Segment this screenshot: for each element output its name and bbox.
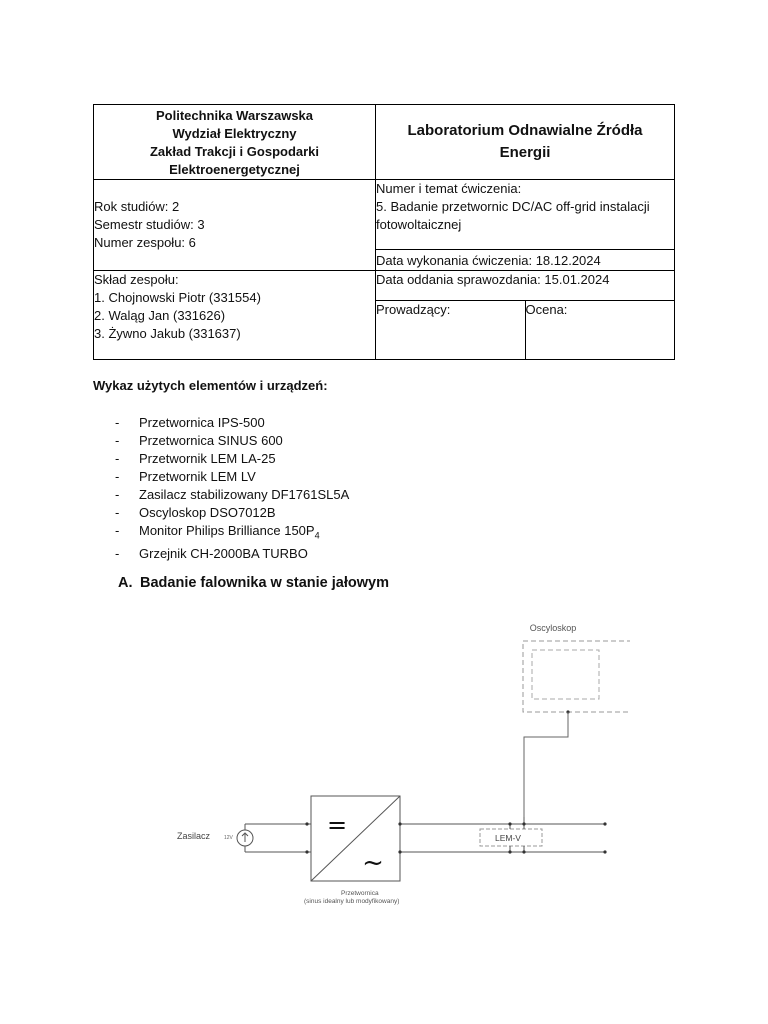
dc-symbol-icon: = bbox=[326, 811, 348, 839]
supervisor-label: Prowadzący: bbox=[376, 302, 451, 317]
date-submitted-cell bbox=[376, 271, 675, 301]
exercise-title-line: fotowoltaicznej bbox=[376, 217, 462, 232]
team-member: 1. Chojnowski Piotr (331554) bbox=[94, 290, 261, 305]
exercise-cell bbox=[376, 180, 675, 250]
exercise-label: Numer i temat ćwiczenia: bbox=[376, 181, 522, 196]
list-item: - Przetwornik LEM LA-25 bbox=[115, 451, 276, 466]
study-info-cell bbox=[94, 180, 376, 271]
list-item: - Zasilacz stabilizowany DF1761SL5A bbox=[115, 487, 350, 502]
date-done: Data wykonania ćwiczenia: 18.12.2024 bbox=[376, 253, 601, 268]
team-label: Skład zespołu: bbox=[94, 272, 179, 287]
supply-label: Zasilacz bbox=[177, 831, 211, 841]
section-a-title: Badanie falownika w stanie jałowym bbox=[140, 575, 389, 591]
oscilloscope-screen bbox=[532, 650, 599, 699]
exercise-title-line: 5. Badanie przetwornic DC/AC off-grid instalacji bbox=[376, 199, 650, 214]
probe-cable bbox=[524, 712, 568, 817]
converter-diagonal bbox=[311, 796, 400, 881]
institution-cell bbox=[94, 105, 376, 180]
team-number: Numer zespołu: 6 bbox=[94, 235, 196, 250]
supply-voltage: 12V bbox=[224, 835, 233, 841]
ac-symbol-icon: ~ bbox=[362, 848, 384, 878]
supervisor-cell bbox=[376, 301, 526, 360]
subscript: 4 bbox=[314, 530, 320, 541]
oscilloscope-box bbox=[523, 641, 630, 712]
list-item: - Grzejnik CH-2000BA TURBO bbox=[115, 545, 308, 561]
date-done-cell bbox=[376, 250, 675, 271]
list-item: - Przetwornik LEM LV bbox=[115, 469, 256, 484]
section-a-heading bbox=[118, 575, 389, 591]
grade-cell bbox=[525, 301, 675, 360]
study-semester: Semestr studiów: 3 bbox=[94, 217, 205, 232]
lab-title-line: Energii bbox=[499, 144, 551, 161]
output-terminal bbox=[603, 822, 606, 825]
lem-v-label: LEM-V bbox=[495, 833, 521, 843]
institution-line: Wydział Elektryczny bbox=[172, 126, 297, 141]
study-year: Rok studiów: 2 bbox=[94, 199, 180, 214]
circuit-diagram bbox=[170, 615, 630, 915]
list-item: - Przetwornica SINUS 600 bbox=[115, 433, 283, 448]
lab-title-cell bbox=[376, 105, 675, 180]
output-terminal bbox=[603, 850, 606, 853]
date-submitted: Data oddania sprawozdania: 15.01.2024 bbox=[376, 272, 610, 287]
institution-line: Elektroenergetycznej bbox=[169, 162, 300, 177]
equipment-list bbox=[115, 414, 349, 563]
list-item: - Przetwornica IPS-500 bbox=[115, 415, 265, 430]
converter-caption: Przetwornica bbox=[341, 890, 379, 897]
institution-line: Politechnika Warszawska bbox=[155, 108, 314, 123]
grade-label: Ocena: bbox=[525, 302, 568, 317]
list-item: - Oscyloskop DSO7012B bbox=[115, 505, 276, 520]
oscilloscope-label: Oscyloskop bbox=[529, 623, 577, 633]
converter-caption: (sinus idealny lub modyfikowany) bbox=[304, 898, 400, 905]
institution-line: Zakład Trakcji i Gospodarki bbox=[149, 144, 320, 159]
section-a-letter: A. bbox=[118, 575, 133, 591]
list-item: - Monitor Philips Brilliance $150P_4$ bbox=[115, 523, 320, 541]
lab-title-line: Laboratorium Odnawialne Źródła bbox=[407, 122, 643, 139]
team-member: 3. Żywno Jakub (331637) bbox=[94, 326, 241, 341]
team-cell bbox=[94, 271, 376, 360]
header-table bbox=[93, 104, 675, 360]
equipment-heading: Wykaz użytych elementów i urządzeń: bbox=[93, 378, 328, 393]
team-member: 2. Waląg Jan (331626) bbox=[94, 308, 226, 323]
